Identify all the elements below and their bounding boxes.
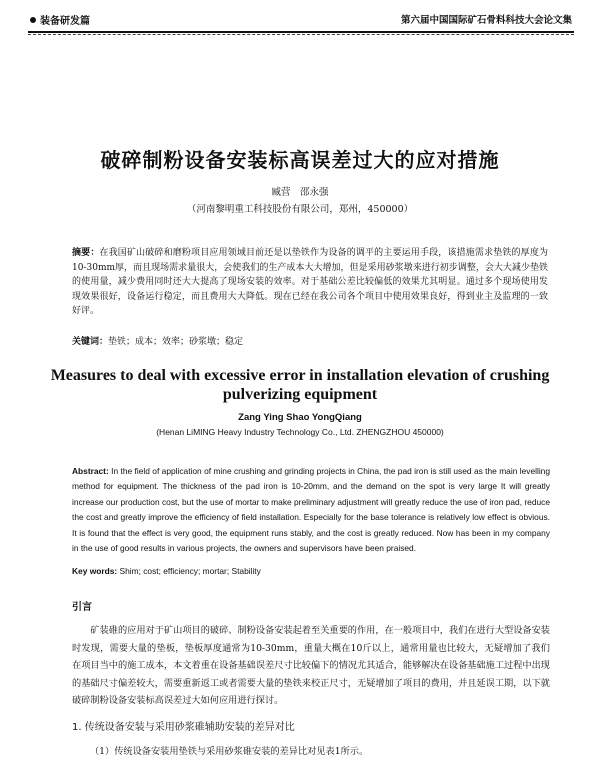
english-abstract-label: Abstract: bbox=[72, 466, 109, 476]
english-keywords-text: Shim; cost; efficiency; mortar; Stability bbox=[119, 566, 261, 576]
header-rule bbox=[28, 31, 574, 33]
section-1-paragraph: （1）传统设备安装用垫铁与采用砂浆碓安装的差异比对见表1所示。 bbox=[90, 746, 369, 757]
section-1-heading: 1. 传统设备安装与采用砂浆碓辅助安装的差异对比 bbox=[72, 722, 295, 733]
english-affiliation: (Henan LiMING Heavy Industry Technology Co., Ltd. ZHENGZHOU 450000) bbox=[156, 427, 444, 437]
chinese-abstract bbox=[72, 246, 548, 319]
english-keywords-label: Key words: bbox=[72, 566, 118, 576]
header-rule-dashed bbox=[28, 34, 574, 35]
chinese-title: 破碎制粉设备安装标高误差过大的应对措施 bbox=[100, 148, 500, 172]
english-authors: Zang Ying Shao YongQiang bbox=[238, 412, 362, 423]
header-journal: 第六届中国国际矿石骨料科技大会论文集 bbox=[400, 15, 572, 26]
chinese-keywords-text: 垫铁；成本；效率；砂浆墩；稳定 bbox=[108, 337, 244, 347]
running-header bbox=[30, 12, 572, 28]
chinese-keywords-label: 关键词： bbox=[72, 337, 109, 347]
chinese-keywords bbox=[72, 334, 548, 347]
chinese-abstract-text: 在我国矿山破碎和磨粉项目应用领域目前还是以垫铁作为设备的调平的主要运用手段，该措施需求垫铁的厚度为10-30mm厚，而且现场需求量很大，会使我们的生产成本大大增加，但是采用砂浆墩来进行初步调整，会大大减少垫铁的使用量，减少费用同时还大大提高了现场安装的效率。对于基础公差比较偏低的效果尤其明显。通过多个现场使用发现效果很好，设备运行稳定，而且费用大大降低。现在已经在我公司各个项目中使用效果良好，得到业主及监理的一致好评。 bbox=[72, 248, 548, 317]
chinese-abstract-label: 摘要： bbox=[72, 248, 100, 258]
bullet-icon bbox=[30, 17, 36, 23]
chinese-authors: 臧营 邵永强 bbox=[271, 187, 329, 198]
intro-paragraph: 矿装碓的应用对于矿山项目的破碎、制粉设备安装起着至关重要的作用，在一般项目中，我们在进行大型设备安装时发现，需要大量的垫板，垫板厚度通常为10-30mm，重量大概在10斤以上，通常用量也比较大，无疑增加了我们在项目当中的施工成本，本文着重在设备基础误差尺寸比较偏下的情况尤其适合，能够解决在设备基础施工过程中出现的基础尺寸偏差较大，需要重新返工或者需要大量的垫铁来校正尺寸，无疑增加了项目的费用，并且延误工期，以下就破碎制粉设备安装标高误差过大如何应用进行探讨。 bbox=[72, 625, 550, 707]
english-title: Measures to deal with excessive error in installation elevation of crushing pulverizing equipment bbox=[50, 367, 550, 403]
chinese-affiliation: （河南黎明重工科技股份有限公司，郑州，450000） bbox=[186, 204, 414, 215]
english-abstract-text: In the field of application of mine crushing and grinding projects in China, the pad iron is still used as the main levelling method for equipment. The thickness of the pad iron is 10-20mm, and the demand on the spot is very large It will greatly increase our production cost, but the use of mortar to make preliminary adjustment will greatly reduce the use of iron pad, reduce the cost and greatly improve the efficiency of field installation. Especially for the base tolerance is relatively low effect is obvious. It is found that the effect is very good, the equipment runs stably, and the cost is greatly reduced. Now has been in my company in the use of good results in various projects, the owners and supervisors have been praised. bbox=[72, 466, 550, 554]
english-abstract bbox=[72, 464, 550, 556]
english-keywords bbox=[72, 566, 550, 576]
intro-heading: 引言 bbox=[72, 602, 92, 613]
header-section: 装备研发篇 bbox=[40, 16, 90, 27]
